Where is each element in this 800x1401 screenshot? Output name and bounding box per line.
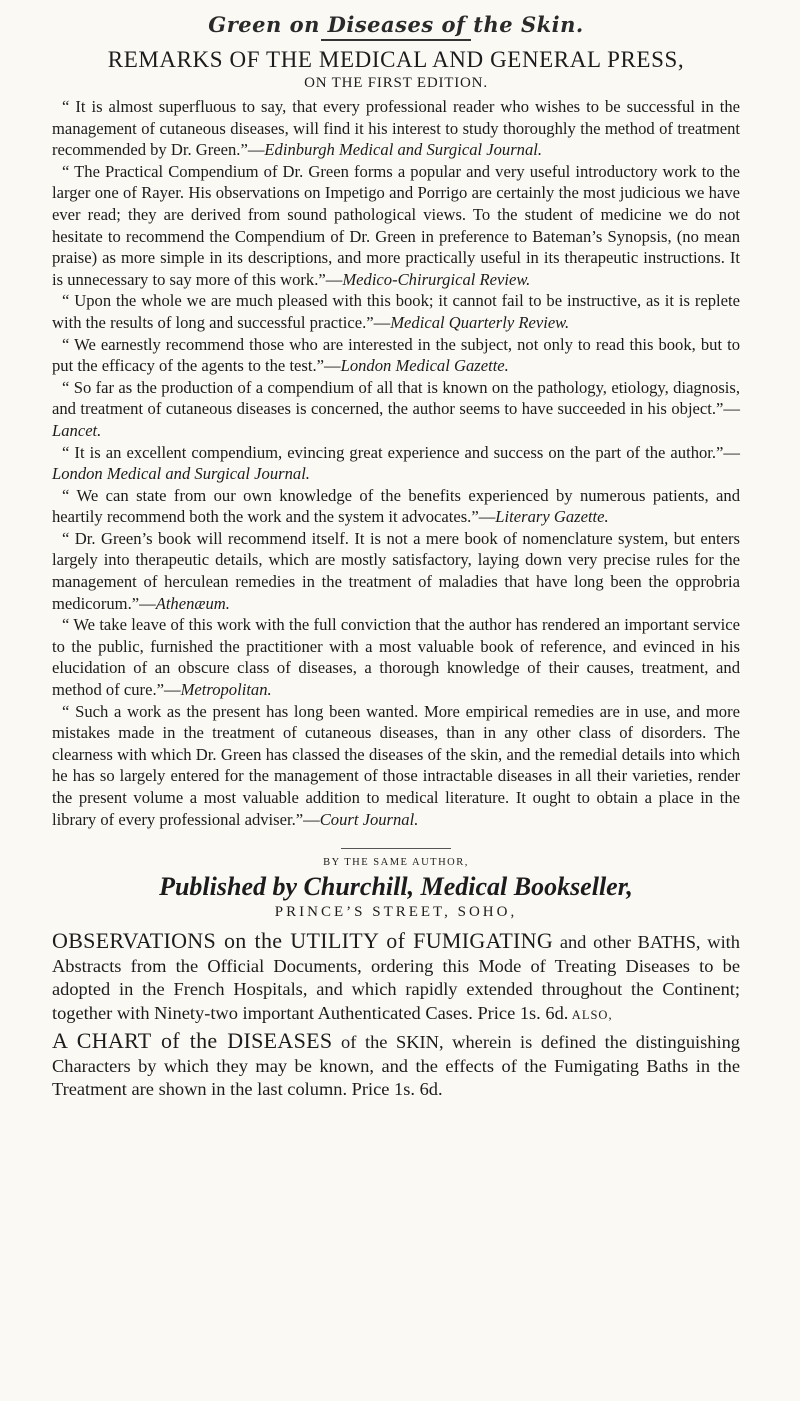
review-source: Literary Gazette.: [495, 507, 609, 527]
review-quote: [52, 485, 740, 528]
running-head: Green on Diseases of the Skin.: [208, 12, 584, 37]
review-source: Metropolitan.: [180, 680, 272, 700]
advertisement: [52, 1029, 740, 1102]
review-quote: [52, 701, 740, 831]
review-text: “ We earnestly recommend those who are interested in the subject, not only to read this book, but to put the efficacy of the agents to the test.”—: [52, 334, 740, 376]
reviews-list: [52, 96, 740, 830]
review-quote: [52, 614, 740, 700]
publisher-address: PRINCE’S STREET, SOHO,: [274, 904, 518, 921]
publisher-line: Published by Churchill, Medical Bookseller,: [159, 872, 633, 902]
review-text: “ We can state from our own knowledge of the benefits experienced by numerous patients, and heartily recommend both the work and the system it advocates.”—: [52, 485, 740, 527]
page-title: REMARKS OF THE MEDICAL AND GENERAL PRESS,: [107, 47, 685, 72]
ad-body: and other BATHS, with Abstracts from the Official Documents, ordering this Mode of Treating Diseases to be adopted in the French Hospitals, and which rapidly extended throughout the Continent; together with Ninety-two important Authenticated Cases. Price 1s. 6d.: [52, 932, 740, 1023]
page: [52, 8, 740, 1104]
review-source: Medico-Chirurgical Review.: [342, 269, 531, 289]
review-quote: [52, 96, 740, 161]
ad-lead: OBSERVATIONS on the UTILITY of FUMIGATING: [52, 928, 554, 954]
review-quote: [52, 161, 740, 291]
review-quote: [52, 528, 740, 614]
ad-tail: ALSO,: [568, 1007, 613, 1022]
review-source: Lancet.: [52, 420, 102, 440]
review-text: “ The Practical Compendium of Dr. Green forms a popular and very useful introductory work to the larger one of Rayer. His observations on Impetigo and Porrigo are certainly the most judicious we have ever read; they are derived from sound pathological views. To the student of medicine we do not hesitate to recommend the Compendium of Dr. Green in preference to Bateman’s Synopsis, (no mean praise) as more simple in its descriptions, and more practically useful in its therapeutic instructions. It is unnecessary to say more of this work.”—: [52, 161, 740, 289]
review-text: “ We take leave of this work with the full conviction that the author has rendered an important service to the public, furnished the practitioner with a most valuable book of reference, and evinced in his elucidation of an obscure class of diseases, a thorough knowledge of their causes, treatment, and method of cure.”—: [52, 615, 740, 700]
page-subtitle: ON THE FIRST EDITION.: [304, 75, 488, 91]
review-source: London Medical Gazette.: [340, 356, 509, 376]
review-quote: [52, 377, 740, 442]
review-quote: [52, 442, 740, 485]
review-source: London Medical and Surgical Journal.: [52, 464, 310, 484]
review-source: Medical Quarterly Review.: [390, 312, 570, 332]
byline: BY THE SAME AUTHOR,: [323, 857, 469, 869]
ad-body: of the SKIN, wherein is defined the distinguishing Characters by which they may be known, and the effects of the Fumigating Baths in the Treatment are shown in the last column. Price 1s. 6d.: [52, 1032, 741, 1100]
review-text: “ It is almost superfluous to say, that every professional reader who wishes to be successful in the management of cutaneous diseases, will find it his interest to study thoroughly the method of treatment recommended by Dr. Green.”—: [52, 97, 740, 160]
review-quote: [52, 334, 740, 377]
header-rule: [321, 39, 471, 41]
review-source: Court Journal.: [319, 809, 419, 829]
review-text: “ Upon the whole we are much pleased with this book; it cannot fail to be instructive, as it is replete with the results of long and successful practice.”—: [52, 291, 740, 332]
ad-lead: A CHART of the DISEASES: [52, 1028, 333, 1054]
review-source: Athenæum.: [155, 593, 230, 613]
section-rule: [341, 848, 451, 849]
review-text: “ So far as the production of a compendium of all that is known on the pathology, etiology, diagnosis, and treatment of cutaneous diseases is concerned, the author seems to have succeeded in his object.”—: [52, 377, 740, 419]
review-text: “ Such a work as the present has long been wanted. More empirical remedies are in use, and more mistakes made in the treatment of cutaneous diseases, than in any other class of disorders. The clearness with which Dr. Green has classed the diseases of the skin, and the remedial details into which he has so largely entered for the management of those intractable diseases in all their varieties, render the present volume a most valuable addition to medical literature. It ought to obtain a place in the library of every professional adviser.”—: [52, 701, 740, 829]
review-text: “ It is an excellent compendium, evincing great experience and success on the part of the author.”—: [62, 442, 740, 462]
review-quote: [52, 290, 740, 333]
review-text: “ Dr. Green’s book will recommend itself. It is not a mere book of nomenclature system, but enters largely into therapeutic details, which are mostly satisfactory, laying down very precise rules for the management of herculean remedies in the treatment of maladies that have long been the opprobria medicorum.”—: [52, 528, 740, 613]
review-source: Edinburgh Medical and Surgical Journal.: [264, 140, 543, 160]
advertisement: [52, 929, 740, 1027]
